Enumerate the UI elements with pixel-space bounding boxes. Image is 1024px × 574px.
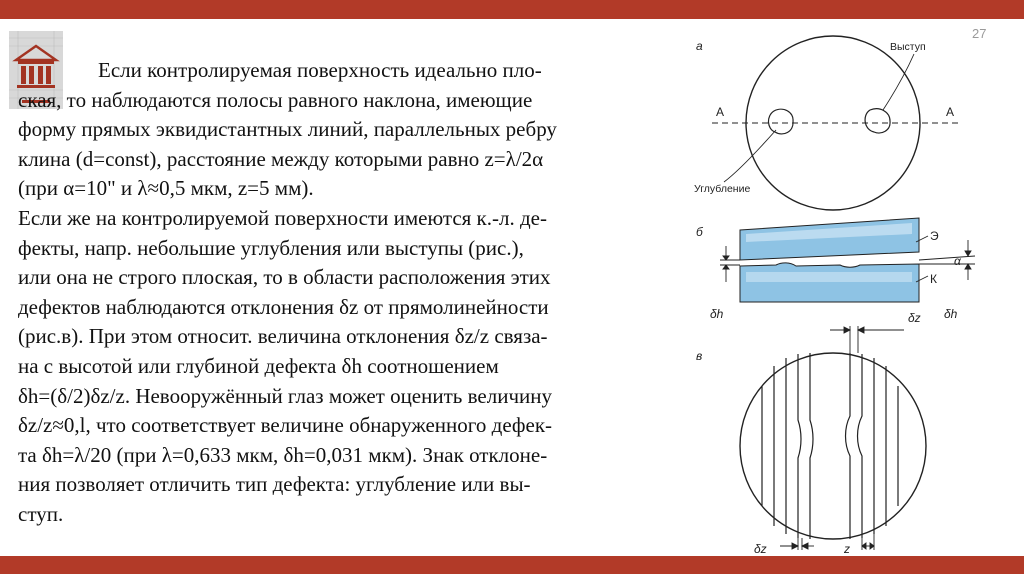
text-line: (при α=10" и λ≈0,5 мкм, z=5 мм). <box>18 176 314 201</box>
page-number: 27 <box>972 26 987 41</box>
dz-label-top: δz <box>908 311 921 325</box>
panel-c <box>696 311 926 556</box>
angle-label: α <box>954 254 961 268</box>
section-label-right: А <box>946 105 955 119</box>
depression-leader <box>724 130 776 182</box>
text-line: Если же на контролируемой поверхности имеются к.-л. де- <box>18 205 547 230</box>
protrusion-label: Выступ <box>890 41 926 53</box>
top-accent-bar <box>0 0 1024 19</box>
section-label-left: А <box>716 105 725 119</box>
panel-b <box>696 218 975 321</box>
bottom-accent-bar <box>0 556 1024 574</box>
text-line: или она не строго плоская, то в области расположения этих <box>18 265 551 290</box>
text-line: Если контролируемая поверхность идеально пло- <box>98 58 542 82</box>
fringe-line <box>798 354 801 538</box>
controlled-plate <box>740 263 919 302</box>
text-line: фекты, напр. небольшие углубления или выступы (рис.), <box>18 235 524 260</box>
fringe-line <box>810 353 813 539</box>
text-line: ступ. <box>18 501 64 526</box>
text-line: δz/z≈0,l, что соответствует величине обнаруженного дефек- <box>18 413 553 438</box>
body-text <box>18 56 698 530</box>
text-line: ская, то наблюдаются полосы равного наклона, имеющие <box>18 87 533 112</box>
panel-a <box>694 36 962 210</box>
panel-a-label: а <box>696 39 703 53</box>
z-label: z <box>844 542 850 556</box>
fringe-line <box>858 354 863 538</box>
standard-label: Э <box>930 229 939 243</box>
text-line: форму прямых эквидистантных линий, параллельных ребру <box>18 117 557 142</box>
panel-c-label: в <box>696 349 703 363</box>
text-line: δh=(δ/2)δz/z. Невооружённый глаз может оценить величину <box>18 383 552 408</box>
text-line: клина (d=const), расстояние между которыми равно z=λ/2α <box>18 146 544 171</box>
text-line: ния позволяет отличить тип дефекта: углубление или вы- <box>18 472 531 497</box>
dh-label-right: δh <box>944 307 958 321</box>
text-line: дефектов наблюдаются отклонения δz от прямолинейности <box>18 294 549 319</box>
text-line: на с высотой или глубиной дефекта δh соотношением <box>18 353 499 378</box>
fringe-diagram <box>690 20 990 556</box>
dz-label-bottom: δz <box>754 542 767 556</box>
text-line: та δh=λ/20 (при λ=0,633 мкм, δh=0,031 мкм). Знак отклоне- <box>18 442 548 467</box>
controlled-label: К <box>930 272 937 286</box>
panel-b-label: б <box>696 225 703 239</box>
protrusion-defect <box>865 109 890 133</box>
dh-label-left: δh <box>710 307 724 321</box>
text-line: (рис.в). При этом относит. величина отклонения δz/z связа- <box>18 324 548 349</box>
depression-label: Углубление <box>694 183 751 195</box>
fringe-line <box>846 353 851 539</box>
fringe-lines <box>762 353 898 539</box>
depression-defect <box>768 109 793 134</box>
